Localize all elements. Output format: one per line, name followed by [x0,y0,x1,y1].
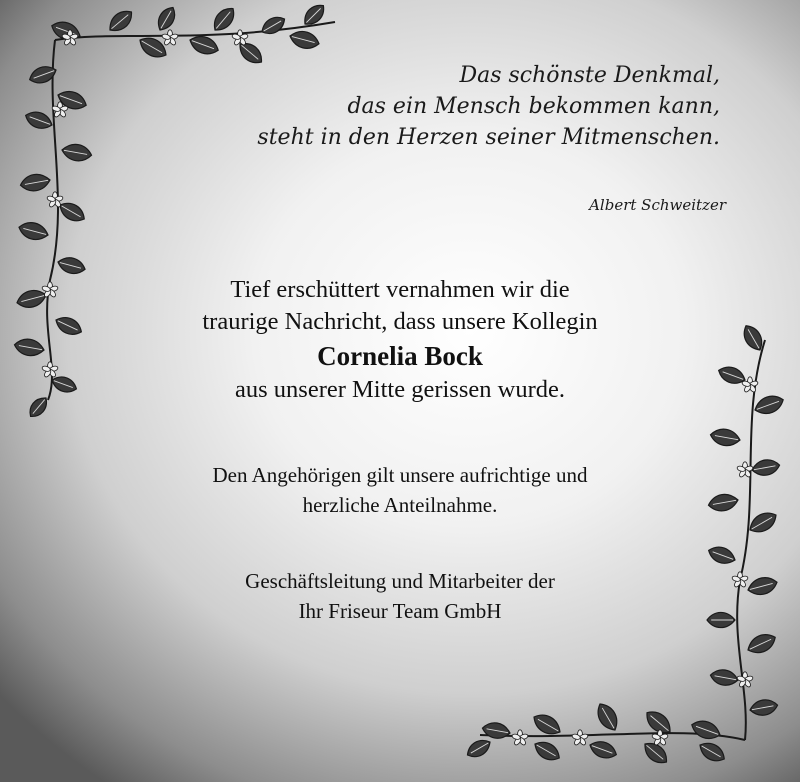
announcement [70,274,730,406]
deceased-name: Cornelia Bock [317,341,483,371]
announcement-line: Tief erschüttert vernahmen wir die [230,276,570,303]
signature-line: Geschäftsleitung und Mitarbeiter der [245,569,555,593]
quote-line: steht in den Herzen seiner Mitmenschen. [257,125,720,150]
condolence [70,460,730,520]
announcement-line: traurige Nachricht, dass unsere Kollegin [202,308,598,335]
condolence-line: Den Angehörigen gilt unsere aufrichtige und [212,463,588,487]
quote-line: das ein Mensch bekommen kann, [347,94,720,119]
announcement-line: aus unserer Mitte gerissen wurde. [235,376,565,403]
signature [70,566,730,626]
quote [80,60,720,153]
quote-author: Albert Schweitzer [589,196,726,214]
vine-stem-icon [47,40,58,400]
quote-line: Das schönste Denkmal, [459,63,720,88]
condolence-line: herzliche Anteilnahme. [302,493,498,517]
signature-line: Ihr Friseur Team GmbH [298,599,502,623]
